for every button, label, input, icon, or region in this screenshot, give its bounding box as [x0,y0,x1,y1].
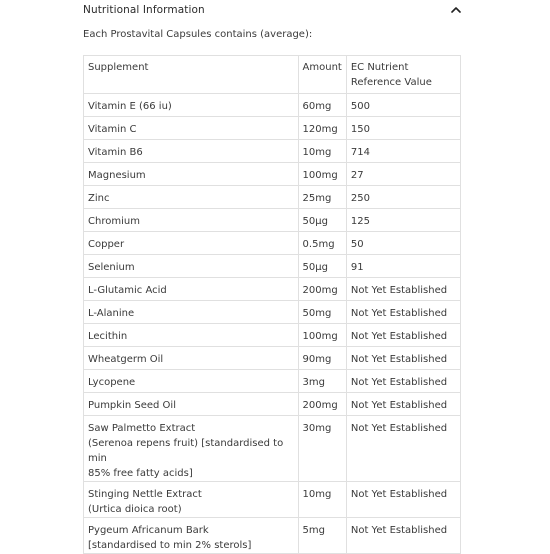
reference-cell: Not Yet Established [346,482,460,518]
amount-cell: 120mg [298,117,346,140]
table-row [84,370,461,393]
table-header-row [84,56,461,94]
reference-cell: 91 [346,255,460,278]
table-row [84,324,461,347]
supplement-cell: Vitamin C [84,117,299,140]
intro-text: Each Prostavital Capsules contains (average): [83,29,313,40]
table-row [84,94,461,117]
supplement-cell: Selenium [84,255,299,278]
reference-cell: 500 [346,94,460,117]
reference-cell: 150 [346,117,460,140]
amount-cell: 200mg [298,393,346,416]
table-row [84,301,461,324]
supplement-cell: Stinging Nettle Extract (Urtica dioica root) [84,482,299,518]
supplement-cell: Lycopene [84,370,299,393]
amount-cell: 50µg [298,209,346,232]
reference-cell: Not Yet Established [346,393,460,416]
column-header-amount: Amount [298,56,346,94]
supplement-cell: Pygeum Africanum Bark [standardised to min 2% sterols] [84,518,299,554]
amount-cell: 50mg [298,301,346,324]
nutrition-table [83,55,461,554]
reference-cell: Not Yet Established [346,324,460,347]
column-header-supplement: Supplement [84,56,299,94]
amount-cell: 30mg [298,416,346,482]
reference-cell: 125 [346,209,460,232]
supplement-cell: Zinc [84,186,299,209]
amount-cell: 0.5mg [298,232,346,255]
reference-cell: 714 [346,140,460,163]
reference-cell: 250 [346,186,460,209]
supplement-cell: Lecithin [84,324,299,347]
amount-cell: 10mg [298,140,346,163]
table-row [84,232,461,255]
reference-cell: Not Yet Established [346,518,460,554]
reference-cell: Not Yet Established [346,416,460,482]
amount-cell: 10mg [298,482,346,518]
supplement-cell: Chromium [84,209,299,232]
reference-cell: 50 [346,232,460,255]
table-row [84,255,461,278]
amount-cell: 100mg [298,324,346,347]
table-row [84,518,461,554]
table-row [84,186,461,209]
column-header-reference: EC Nutrient Reference Value [346,56,460,94]
supplement-cell: Magnesium [84,163,299,186]
reference-cell: Not Yet Established [346,347,460,370]
table-row [84,209,461,232]
amount-cell: 90mg [298,347,346,370]
table-row [84,163,461,186]
chevron-up-icon[interactable] [450,4,462,16]
reference-cell: Not Yet Established [346,301,460,324]
supplement-cell: Vitamin E (66 iu) [84,94,299,117]
supplement-cell: L-Glutamic Acid [84,278,299,301]
supplement-cell: Pumpkin Seed Oil [84,393,299,416]
supplement-cell: Saw Palmetto Extract (Serenoa repens fruit) [standardised to min 85% free fatty acids] [84,416,299,482]
supplement-cell: Copper [84,232,299,255]
table-row [84,347,461,370]
reference-cell: Not Yet Established [346,370,460,393]
nutritional-info-accordion-header[interactable] [83,0,462,19]
supplement-cell: Vitamin B6 [84,140,299,163]
table-row [84,393,461,416]
reference-cell: 27 [346,163,460,186]
table-row [84,278,461,301]
amount-cell: 60mg [298,94,346,117]
amount-cell: 100mg [298,163,346,186]
supplement-cell: L-Alanine [84,301,299,324]
accordion-title: Nutritional Information [83,3,205,16]
table-row [84,416,461,482]
supplement-cell: Wheatgerm Oil [84,347,299,370]
amount-cell: 200mg [298,278,346,301]
amount-cell: 25mg [298,186,346,209]
table-row [84,482,461,518]
reference-cell: Not Yet Established [346,278,460,301]
amount-cell: 3mg [298,370,346,393]
amount-cell: 5mg [298,518,346,554]
table-row [84,117,461,140]
amount-cell: 50µg [298,255,346,278]
table-row [84,140,461,163]
